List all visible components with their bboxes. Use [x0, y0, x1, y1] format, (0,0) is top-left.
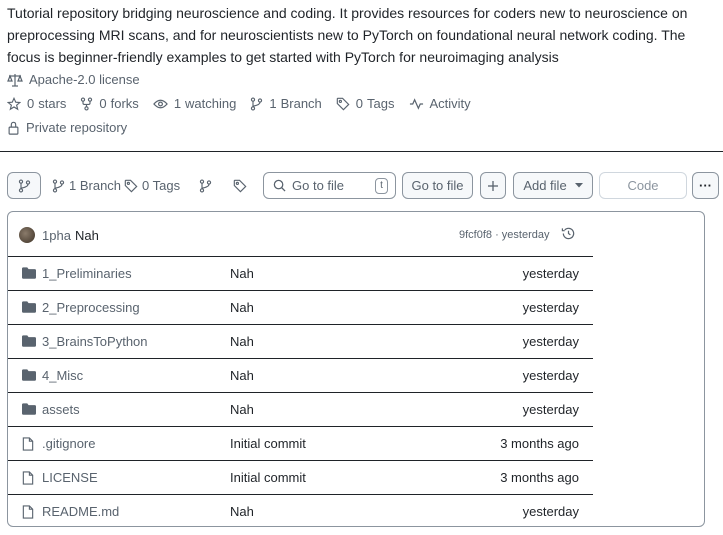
avatar[interactable]	[19, 227, 35, 243]
file-commit-date: 3 months ago	[500, 470, 579, 485]
file-name-link[interactable]: LICENSE	[42, 470, 98, 485]
commit-author[interactable]: 1pha	[42, 228, 71, 243]
file-name-link[interactable]: README.md	[42, 504, 120, 519]
more-options-button[interactable]	[692, 172, 719, 199]
file-commit-date: yesterday	[522, 368, 579, 383]
branch-icon	[52, 179, 65, 193]
file-commit-message[interactable]: Nah	[230, 368, 254, 383]
repo-stats-row	[7, 96, 485, 111]
go-to-file-search[interactable]	[263, 172, 396, 199]
repo-description: Tutorial repository bridging neuroscience and coding. It provides resources for coders new to neuroscience on preprocessing MRI scans, and for neuroscientists new to PyTorch on foundational neural network coding. The focus is beginner-friendly examples to get started with PyTorch for neuroimaging analysis	[7, 5, 688, 65]
file-commit-message[interactable]: Nah	[230, 300, 254, 315]
file-name-link[interactable]: 4_Misc	[42, 368, 84, 383]
file-name-link[interactable]: 3_BrainsToPython	[42, 334, 148, 349]
visibility-label: Private repository	[26, 120, 128, 135]
watching-label: watching	[185, 96, 237, 111]
file-commit-date: 3 months ago	[500, 436, 579, 451]
branch-icon	[18, 179, 31, 193]
visibility-row	[7, 120, 141, 135]
file-icon	[22, 505, 34, 522]
eye-icon	[153, 98, 168, 110]
branches-label: Branch	[280, 96, 322, 111]
folder-icon	[22, 369, 36, 384]
file-commit-date: yesterday	[522, 504, 579, 519]
branches-count: 1	[269, 96, 277, 111]
file-commit-date: yesterday	[522, 300, 579, 315]
file-row[interactable]	[8, 325, 593, 359]
forks-link[interactable]	[80, 96, 138, 111]
go-to-file-button[interactable]	[402, 172, 473, 199]
license-link[interactable]	[7, 72, 140, 87]
watching-link[interactable]	[153, 96, 237, 111]
file-row[interactable]	[8, 461, 593, 495]
tags-icon-link[interactable]	[233, 172, 251, 199]
license-label: Apache-2.0 license	[29, 72, 140, 87]
file-row[interactable]	[8, 359, 593, 393]
code-label: Code	[627, 178, 659, 193]
go-to-file-label: Go to file	[411, 178, 464, 193]
file-row[interactable]	[8, 257, 593, 291]
scale-icon	[7, 73, 23, 87]
file-commit-date: yesterday	[522, 266, 579, 281]
fork-icon	[80, 97, 93, 111]
tags-label: Tags	[367, 96, 395, 111]
add-file-label: Add file	[523, 178, 567, 193]
file-name-link[interactable]: 2_Preprocessing	[42, 300, 140, 315]
file-icon	[22, 471, 34, 488]
pulse-icon	[409, 98, 424, 110]
stars-link[interactable]	[7, 96, 66, 111]
file-row[interactable]	[8, 393, 593, 427]
star-icon	[7, 97, 21, 111]
visibility-info	[7, 120, 127, 135]
file-commit-message[interactable]: Nah	[230, 266, 254, 281]
file-commit-message[interactable]: Nah	[230, 334, 254, 349]
tags-link[interactable]	[336, 96, 395, 111]
commit-sha-time[interactable]: 9fcf0f8 · yesterday	[459, 229, 550, 241]
activity-link[interactable]	[409, 96, 471, 111]
branches-count-label: 1 Branch	[69, 178, 122, 193]
watching-count: 1	[173, 96, 182, 111]
branch-icon	[199, 179, 212, 193]
latest-commit-row	[8, 212, 593, 257]
add-file-dropdown[interactable]	[513, 172, 593, 199]
file-row[interactable]	[8, 291, 593, 325]
file-name-link[interactable]: assets	[42, 402, 80, 417]
file-row[interactable]	[8, 427, 593, 461]
file-commit-message[interactable]: Initial commit	[230, 470, 306, 485]
folder-icon	[22, 301, 36, 316]
file-name-link[interactable]: .gitignore	[42, 436, 96, 451]
branches-count-link[interactable]	[52, 172, 121, 199]
history-icon[interactable]	[561, 226, 576, 241]
folder-icon	[22, 403, 36, 418]
file-commit-message[interactable]: Nah	[230, 504, 254, 519]
code-button[interactable]	[599, 172, 687, 199]
caret-down-icon	[575, 183, 583, 188]
add-button[interactable]	[480, 172, 506, 199]
tags-count-label: 0 Tags	[142, 178, 181, 193]
activity-label: Activity	[429, 96, 471, 111]
plus-icon	[487, 180, 499, 192]
file-commit-date: yesterday	[522, 402, 579, 417]
forks-label: forks	[110, 96, 139, 111]
commit-message[interactable]: Nah	[75, 228, 99, 243]
tag-icon	[233, 179, 247, 193]
tag-icon	[336, 97, 350, 111]
tag-icon	[124, 179, 138, 193]
stars-label: stars	[38, 96, 67, 111]
forks-count: 0	[99, 96, 107, 111]
tags-count: 0	[355, 96, 364, 111]
search-placeholder: Go to file	[292, 178, 345, 193]
kebab-icon: ···	[699, 178, 712, 193]
license-row	[7, 72, 154, 87]
search-icon	[273, 179, 286, 192]
file-row[interactable]	[8, 495, 593, 529]
file-commit-message[interactable]: Nah	[230, 402, 254, 417]
file-toolbar	[0, 172, 723, 200]
branches-link[interactable]	[250, 96, 321, 111]
folder-icon	[22, 267, 36, 282]
branch-select-button[interactable]	[7, 172, 41, 199]
file-name-link[interactable]: 1_Preliminaries	[42, 266, 132, 281]
lock-icon	[7, 121, 20, 135]
file-commit-message[interactable]: Initial commit	[230, 436, 306, 451]
section-divider	[0, 151, 723, 152]
branches-icon-link[interactable]	[199, 172, 216, 199]
branch-icon	[250, 97, 263, 111]
shortcut-key-hint: t	[375, 178, 388, 194]
file-commit-date: yesterday	[522, 334, 579, 349]
tags-count-link[interactable]	[124, 172, 180, 199]
file-list	[7, 211, 705, 527]
stars-count: 0	[27, 96, 35, 111]
file-icon	[22, 437, 34, 454]
folder-icon	[22, 335, 36, 350]
